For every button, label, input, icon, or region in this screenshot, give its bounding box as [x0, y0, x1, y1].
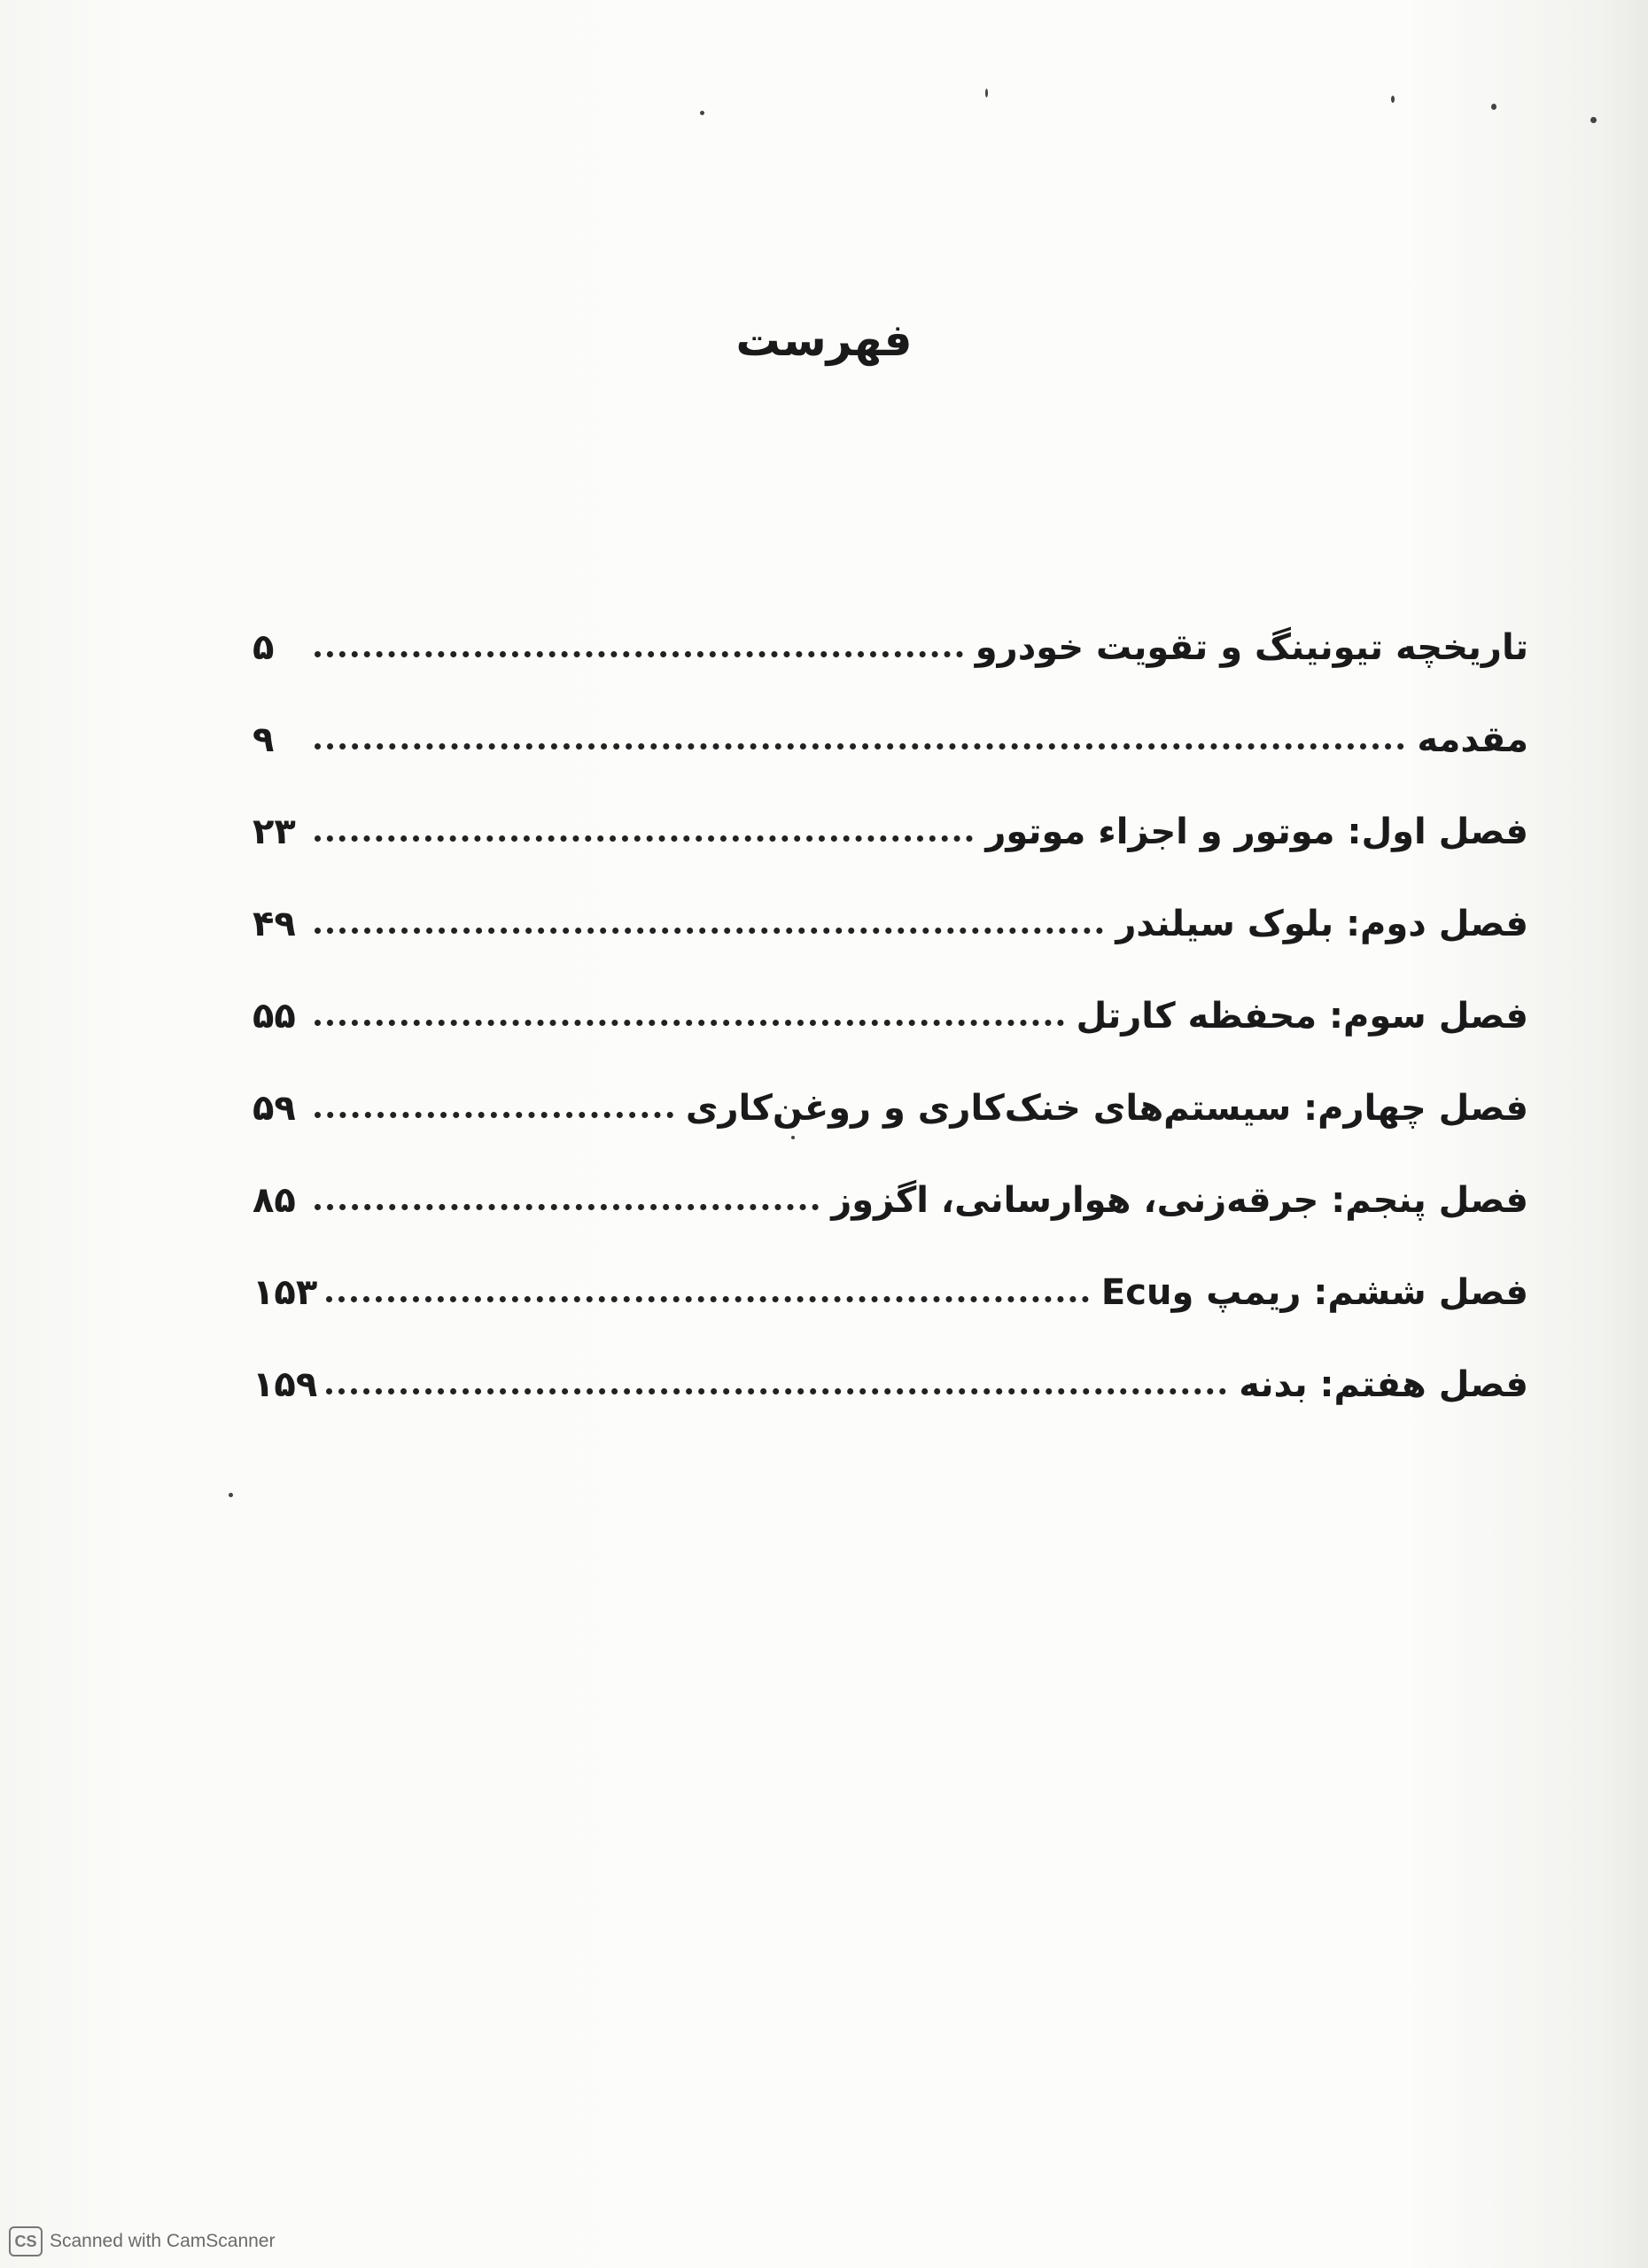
toc-entry [253, 1037, 1528, 1129]
toc-entry [253, 576, 1528, 668]
toc-entry-page: ۲۳ [253, 812, 296, 852]
toc-entry-page: ۹ [253, 719, 275, 760]
toc-entry [253, 1129, 1528, 1221]
toc-entry-label: مقدمه [1417, 719, 1528, 760]
scan-speck [700, 111, 704, 115]
toc-leader-dots [315, 1204, 819, 1210]
toc-leader-dots [326, 1388, 1226, 1394]
toc-leader-dots [315, 928, 1103, 934]
toc-leader-dots [315, 651, 963, 657]
page-title: فهرست [735, 315, 913, 366]
table-of-contents [253, 576, 1528, 1405]
toc-entry-page: ۵۹ [253, 1088, 296, 1129]
toc-leader-dots [326, 1296, 1089, 1302]
toc-entry [253, 1313, 1528, 1405]
toc-entry-label: فصل پنجم: جرقه‌زنی، هوارسانی، اگزوز [831, 1180, 1528, 1221]
toc-entry-label: فصل اول: موتور و اجزاء موتور [985, 812, 1528, 852]
toc-entry [253, 668, 1528, 760]
scan-speck [229, 1493, 233, 1497]
toc-leader-dots [315, 743, 1404, 750]
toc-entry-page: ۸۵ [253, 1180, 296, 1221]
toc-entry-label: تاریخچه تیونینگ و تقویت خودرو [975, 627, 1528, 668]
toc-entry [253, 1221, 1528, 1313]
toc-leader-dots [315, 1112, 673, 1118]
toc-entry-page: ۵ [253, 627, 275, 668]
scanner-watermark-text: Scanned with CamScanner [50, 2231, 276, 2251]
scan-speck [1491, 104, 1496, 110]
toc-leader-dots [315, 1020, 1064, 1026]
toc-entry-label: فصل سوم: محفظه کارتل [1076, 996, 1528, 1037]
toc-entry-page: ۵۵ [253, 996, 296, 1037]
toc-entry [253, 852, 1528, 944]
scan-speck [985, 89, 988, 97]
toc-entry-label: فصل هفتم: بدنه [1239, 1364, 1528, 1405]
toc-entry-label: فصل چهارم: سیستم‌های خنک‌کاری و روغن‌کاری [685, 1088, 1528, 1129]
toc-leader-dots [315, 835, 973, 842]
toc-entry-page: ۴۹ [253, 904, 296, 944]
toc-entry-page: ۱۵۳ [253, 1272, 318, 1313]
scanner-watermark [9, 2226, 275, 2256]
toc-entry [253, 760, 1528, 852]
scan-speck [1590, 117, 1597, 123]
toc-entry-page: ۱۵۹ [253, 1364, 318, 1405]
toc-entry-label: فصل ششم: ریمپ وEcu [1100, 1272, 1528, 1313]
toc-entry-label: فصل دوم: بلوک سیلندر [1116, 904, 1528, 944]
toc-entry [253, 944, 1528, 1037]
camscanner-logo: CS [9, 2226, 43, 2256]
scan-speck [1391, 96, 1395, 103]
